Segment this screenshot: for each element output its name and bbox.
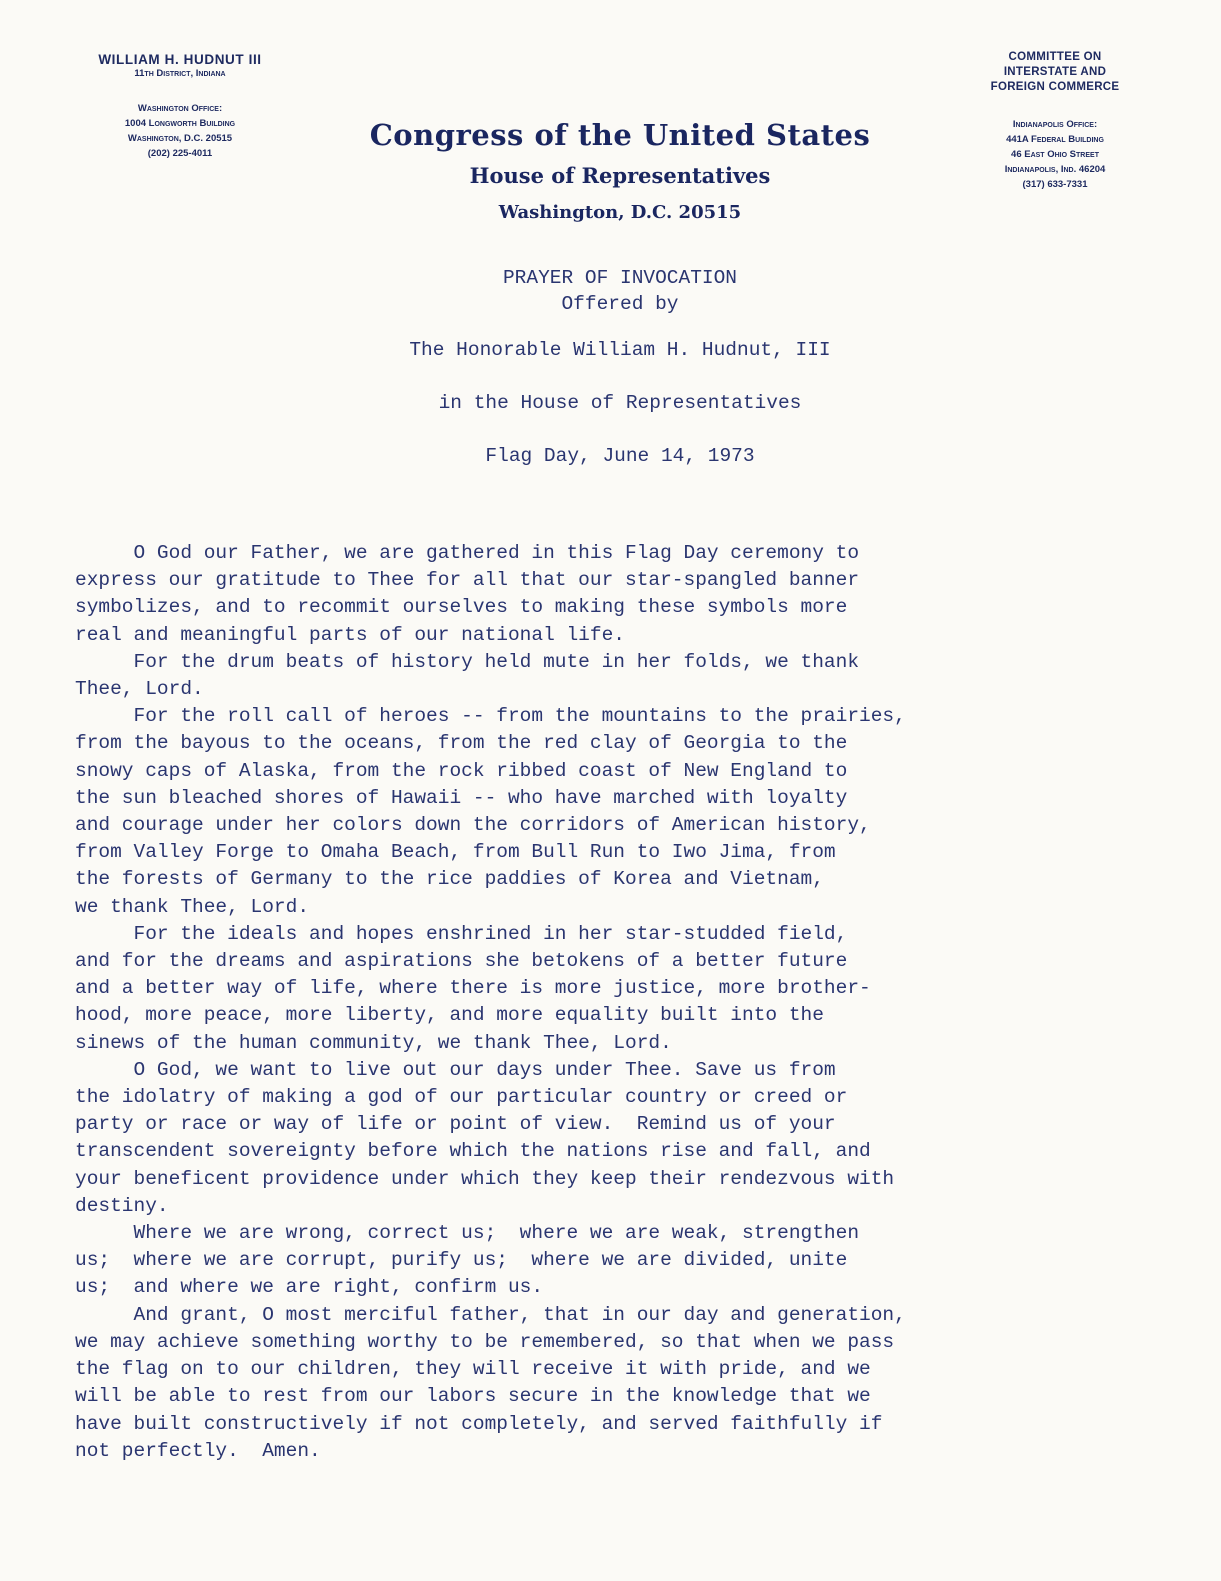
committee-name (955, 50, 1155, 95)
letterhead-center (300, 118, 940, 223)
prayer-line: For the drum beats of history held mute in her folds, we thank (75, 650, 860, 673)
prayer-line: Thee, Lord. (75, 678, 204, 701)
prayer-body (75, 540, 1165, 1465)
prayer-line: us; and where we are right, confirm us. (75, 1276, 544, 1299)
prayer-line: the idolatry of making a god of our particular country or creed or (75, 1086, 848, 1109)
congress-heading: Congress of the United States (369, 118, 871, 152)
washington-office-address-2: Washington, D.C. 20515 (127, 133, 233, 144)
prayer-line: from the bayous to the oceans, from the red clay of Georgia to the (75, 732, 848, 755)
prayer-heading (300, 265, 940, 469)
member-district: 11th District, Indiana (134, 68, 226, 79)
prayer-line: and for the dreams and aspirations she betokens of a better future (75, 950, 848, 973)
indianapolis-office (955, 117, 1155, 192)
prayer-title: PRAYER OF INVOCATION (502, 267, 738, 289)
prayer-line: we thank Thee, Lord. (75, 895, 310, 918)
indianapolis-office-address-3: Indianapolis, Ind. 46204 (1004, 164, 1106, 175)
prayer-line: hood, more peace, more liberty, and more equality built into the (75, 1004, 824, 1027)
house-heading: House of Representatives (469, 163, 771, 188)
prayer-line: destiny. (75, 1194, 169, 1217)
prayer-line: real and meaningful parts of our national life. (75, 623, 625, 646)
prayer-line: Where we are wrong, correct us; where we are weak, strengthen (75, 1222, 860, 1245)
prayer-line: And grant, O most merciful father, that in our day and generation, (75, 1303, 906, 1326)
washington-office-phone: (202) 225-4011 (147, 148, 213, 159)
member-name: WILLIAM H. HUDNUT III (98, 52, 262, 67)
prayer-line: party or race or way of life or point of view. Remind us of your (75, 1113, 836, 1136)
prayer-date: Flag Day, June 14, 1973 (485, 445, 755, 467)
prayer-line: sinews of the human community, we thank Thee, Lord. (75, 1031, 672, 1054)
prayer-line: the forests of Germany to the rice paddies of Korea and Vietnam, (75, 868, 824, 891)
washington-office (62, 101, 298, 161)
prayer-line: snowy caps of Alaska, from the rock ribbed coast of New England to (75, 759, 848, 782)
city-heading: Washington, D.C. 20515 (498, 202, 742, 223)
indianapolis-office-address-2: 46 East Ohio Street (1011, 149, 1099, 160)
prayer-line: and courage under her colors down the corridors of American history, (75, 814, 871, 837)
prayer-line: from Valley Forge to Omaha Beach, from Bull Run to Iwo Jima, from (75, 841, 836, 864)
speaker-name: The Honorable William H. Hudnut, III (409, 339, 831, 361)
committee-line-3: FOREIGN COMMERCE (990, 81, 1120, 93)
prayer-line: we may achieve something worthy to be remembered, so that when we pass (75, 1330, 895, 1353)
prayer-line: For the roll call of heroes -- from the mountains to the prairies, (75, 705, 906, 728)
letterhead-right (955, 50, 1155, 192)
prayer-line: O God, we want to live out our days under Thee. Save us from (75, 1058, 836, 1081)
prayer-line: For the ideals and hopes enshrined in her star-studded field, (75, 922, 848, 945)
prayer-line: will be able to rest from our labors secure in the knowledge that we (75, 1385, 871, 1408)
offered-by: Offered by (561, 293, 679, 315)
prayer-line: us; where we are corrupt, purify us; where we are divided, unite (75, 1249, 848, 1272)
prayer-line: the flag on to our children, they will receive it with pride, and we (75, 1358, 871, 1381)
letterhead-left (62, 52, 298, 161)
prayer-line: transcendent sovereignty before which the nations rise and fall, and (75, 1140, 871, 1163)
prayer-line: not perfectly. Amen. (75, 1439, 321, 1462)
prayer-line: the sun bleached shores of Hawaii -- who have marched with loyalty (75, 786, 848, 809)
committee-line-2: INTERSTATE AND (1003, 66, 1107, 78)
prayer-line: O God our Father, we are gathered in this Flag Day ceremony to (75, 542, 860, 564)
prayer-line: have built constructively if not completely, and served faithfully if (75, 1412, 883, 1435)
indianapolis-office-phone: (317) 633-7331 (1022, 179, 1088, 190)
indianapolis-office-label: Indianapolis Office: (1012, 119, 1098, 130)
venue: in the House of Representatives (438, 392, 802, 414)
committee-line-1: COMMITTEE ON (1008, 51, 1102, 63)
prayer-line: symbolizes, and to recommit ourselves to making these symbols more (75, 596, 848, 619)
prayer-line: your beneficent providence under which they keep their rendezvous with (75, 1167, 895, 1190)
prayer-line: and a better way of life, where there is more justice, more brother- (75, 977, 871, 1000)
washington-office-address-1: 1004 Longworth Building (124, 118, 236, 129)
indianapolis-office-address-1: 441A Federal Building (1006, 134, 1104, 145)
prayer-line: express our gratitude to Thee for all that our star-spangled banner (75, 569, 860, 592)
washington-office-label: Washington Office: (137, 103, 223, 114)
